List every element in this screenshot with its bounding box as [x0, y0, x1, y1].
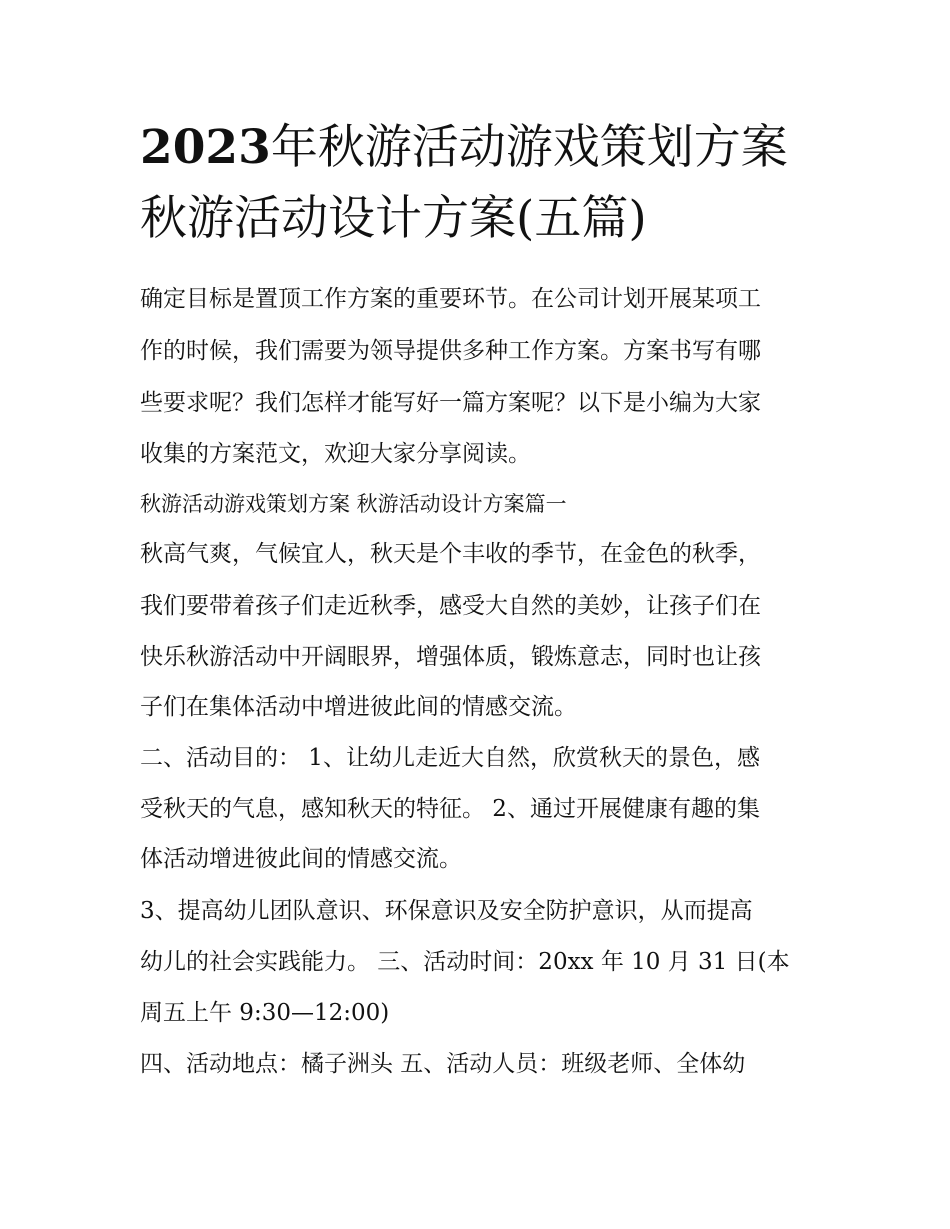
body-line-4: 子们在集体活动中增进彼此间的情感交流。 — [140, 694, 577, 720]
body-line-3: 快乐秋游活动中开阔眼界，增强体质，锻炼意志，同时也让孩 — [140, 644, 761, 670]
body-line-7: 体活动增进彼此间的情感交流。 — [140, 846, 462, 872]
intro-line-3: 些要求呢？我们怎样才能写好一篇方案呢？以下是小编为大家 — [140, 390, 761, 416]
intro-line-1: 确定目标是置顶工作方案的重要环节。在公司计划开展某项工 — [140, 286, 761, 312]
body-line-11: 四、活动地点：橘子洲头 五、活动人员：班级老师、全体幼 — [140, 1051, 746, 1077]
document-title-line-2: 秋游活动设计方案(五篇) — [140, 191, 647, 246]
body-line-5: 二、活动目的： 1、让幼儿走近大自然，欣赏秋天的景色，感 — [140, 745, 760, 771]
section-heading: 秋游活动游戏策划方案 秋游活动设计方案篇一 — [140, 492, 567, 516]
body-line-6: 受秋天的气息，感知秋天的特征。 2、通过开展健康有趣的集 — [140, 796, 760, 822]
body-line-10: 周五上午 9:30—12:00) — [140, 1000, 390, 1026]
intro-line-2: 作的时候，我们需要为领导提供多种工作方案。方案书写有哪 — [140, 338, 761, 364]
intro-line-4: 收集的方案范文，欢迎大家分享阅读。 — [140, 441, 531, 467]
document-title-line-1 — [140, 113, 820, 183]
body-line-8: 3、提高幼儿团队意识、环保意识及安全防护意识，从而提高 — [140, 898, 753, 924]
title-year: 2023 — [140, 120, 271, 175]
body-line-2: 我们要带着孩子们走近秋季，感受大自然的美妙，让孩子们在 — [140, 593, 761, 619]
body-line-1: 秋高气爽，气候宜人，秋天是个丰收的季节，在金色的秋季， — [140, 541, 761, 567]
title-text: 年秋游活动游戏策划方案 — [270, 120, 788, 175]
body-line-9: 幼儿的社会实践能力。 三、活动时间：20xx 年 10 月 31 日(本 — [140, 949, 790, 975]
